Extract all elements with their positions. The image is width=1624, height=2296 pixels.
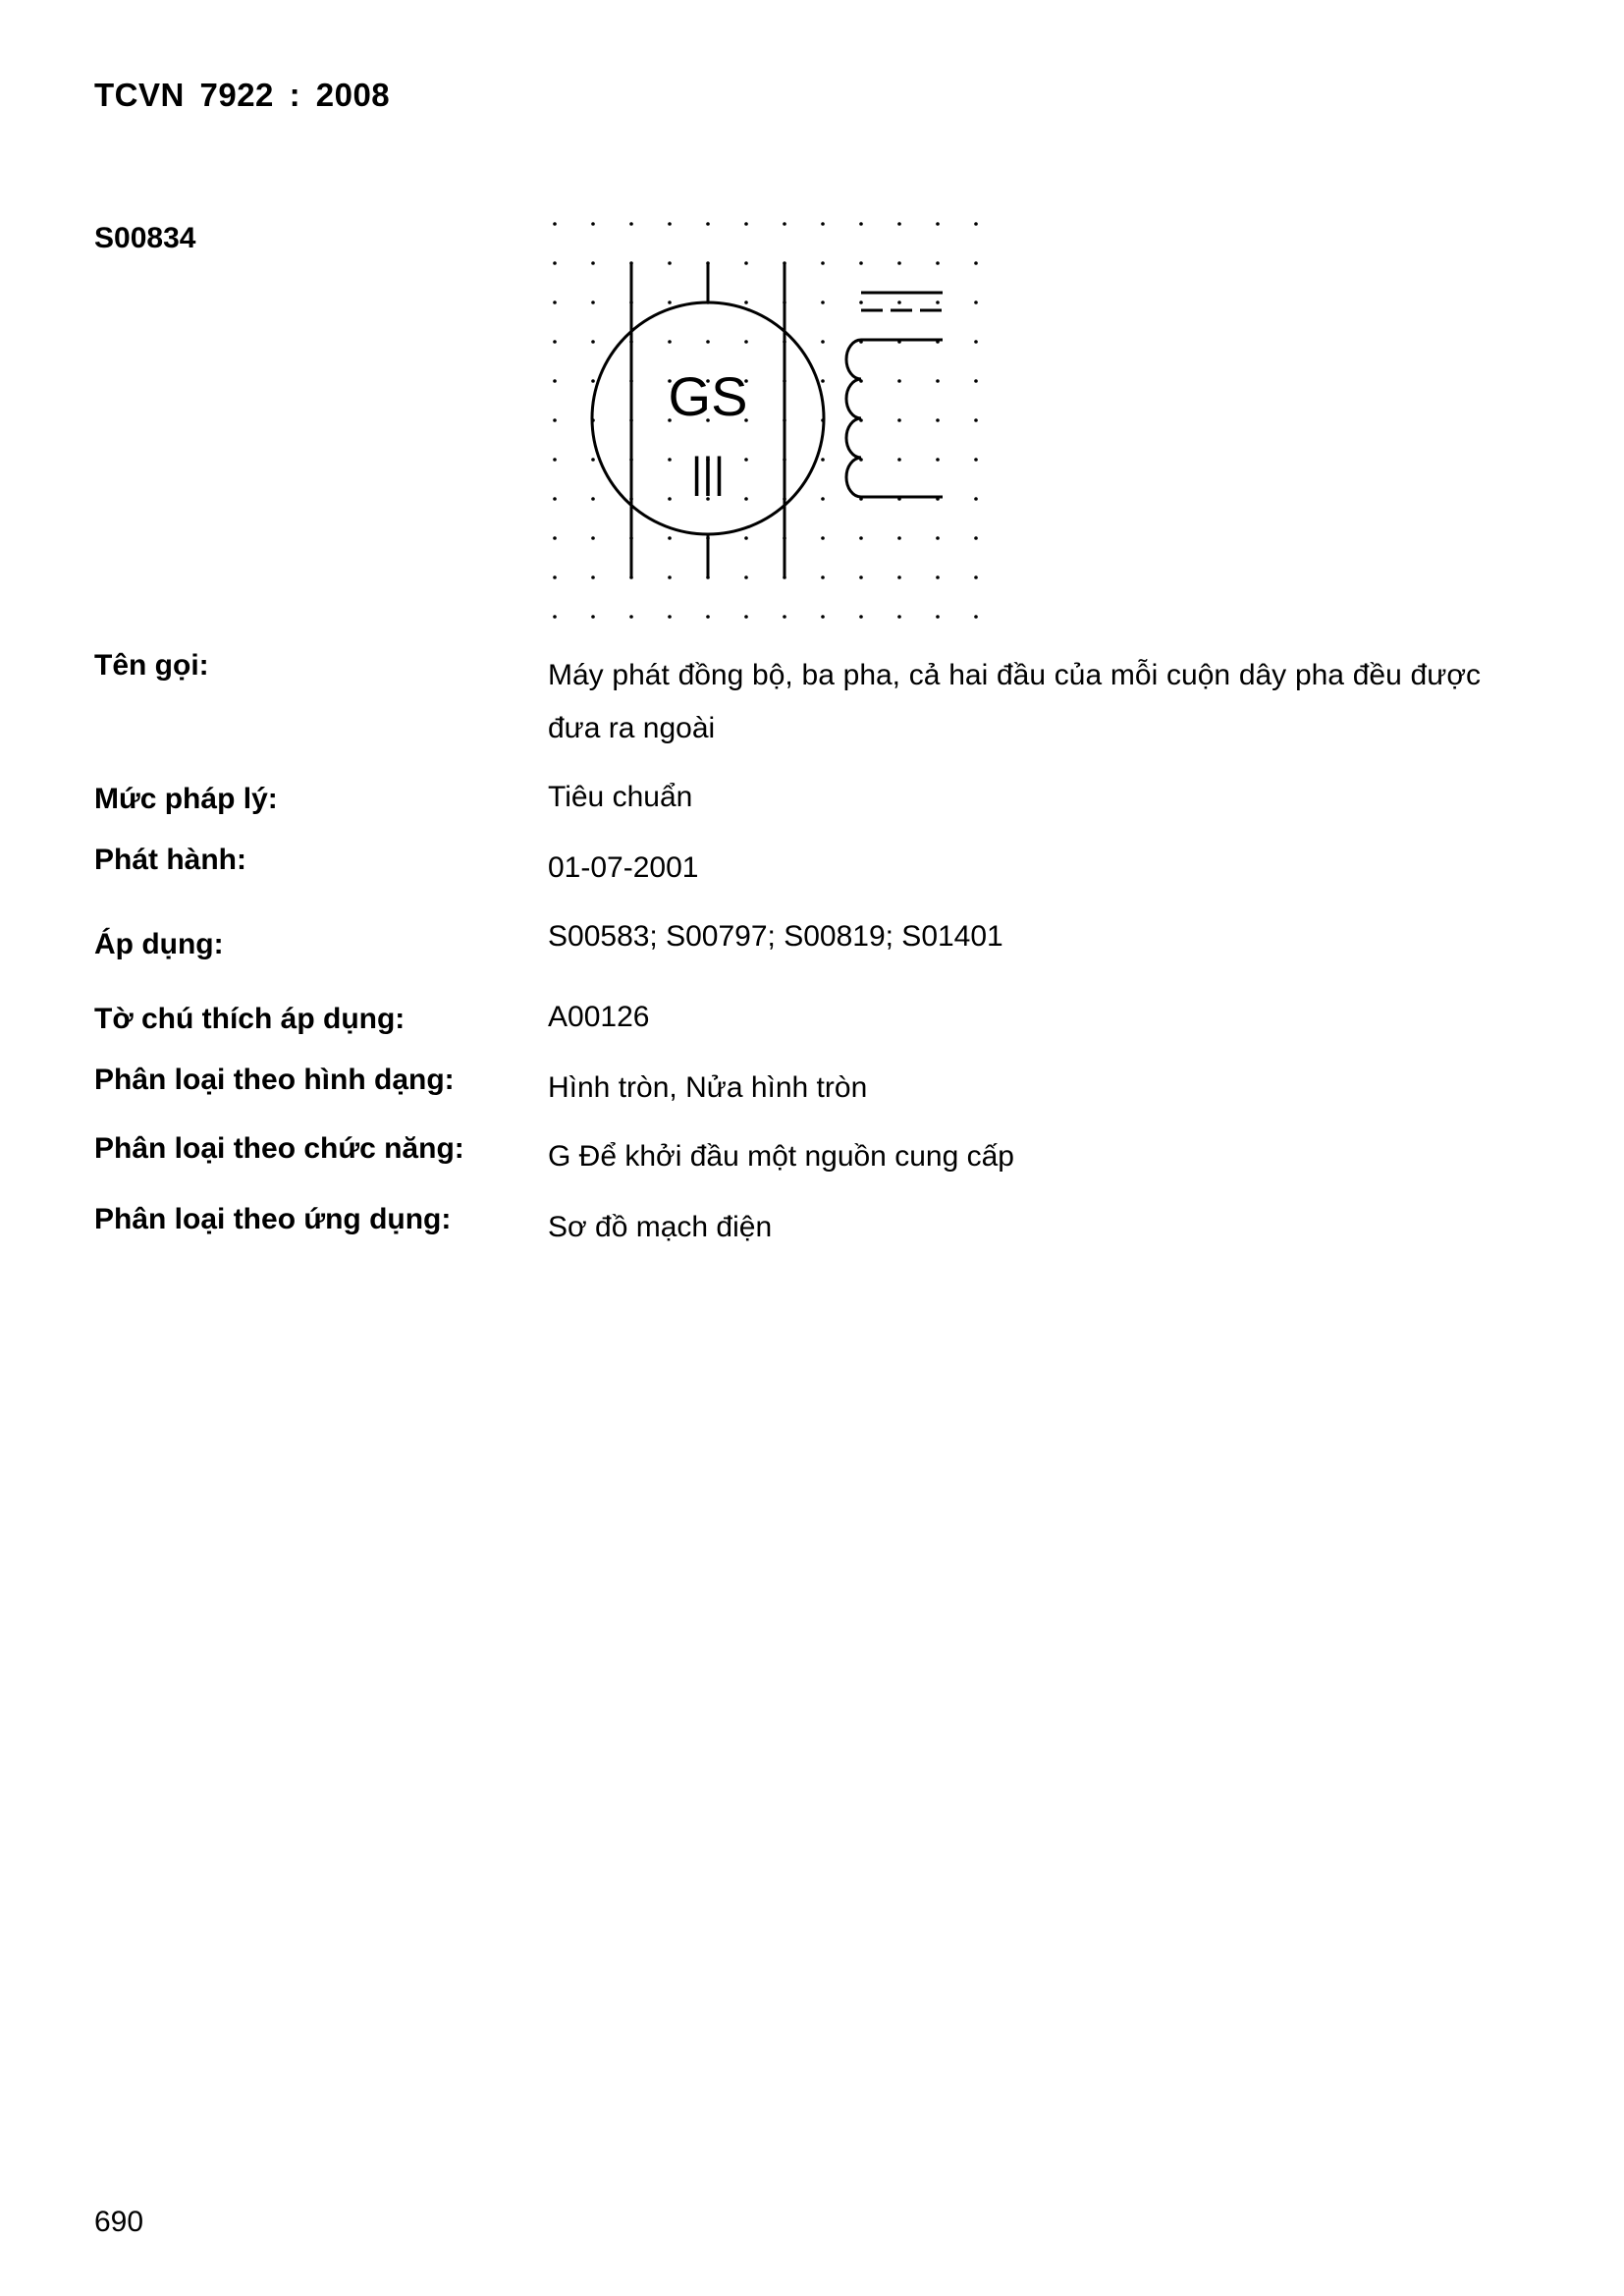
field-value-shape-class: Hình tròn, Nửa hình tròn — [548, 1071, 868, 1104]
field-label-function-class: Phân loại theo chức năng: — [94, 1132, 464, 1165]
field-label-name: Tên gọi: — [94, 649, 209, 682]
field-label-issued: Phát hành: — [94, 844, 246, 876]
generator-label: GS — [668, 365, 748, 427]
synchronous-generator-symbol — [545, 214, 997, 627]
symbol-code: S00834 — [94, 222, 196, 254]
excitation-winding — [846, 340, 943, 497]
standard-header: TCVN 7922 : 2008 — [94, 77, 391, 113]
field-value-note-sheet: A00126 — [548, 1001, 650, 1033]
page-number: 690 — [94, 2206, 144, 2238]
field-label-legal-level: Mức pháp lý: — [94, 783, 278, 815]
field-value-applies: S00583; S00797; S00819; S01401 — [548, 920, 1003, 953]
field-value-function-class: G Để khởi đầu một nguồn cung cấp — [548, 1140, 1014, 1173]
field-value-issued: 01-07-2001 — [548, 851, 699, 884]
field-value-application-class: Sơ đồ mạch điện — [548, 1211, 773, 1243]
field-label-shape-class: Phân loại theo hình dạng: — [94, 1064, 455, 1096]
field-label-applies: Áp dụng: — [94, 928, 224, 960]
field-value-legal-level: Tiêu chuẩn — [548, 781, 693, 813]
grid-dots — [553, 222, 978, 619]
field-value-name: Máy phát đồng bộ, ba pha, cả hai đầu của mỗi cuộn dây pha đều được đưa ra ngoài — [548, 659, 1481, 744]
field-label-application-class: Phân loại theo ứng dụng: — [94, 1203, 452, 1235]
three-phase-marks: ||| — [690, 449, 726, 497]
field-label-note-sheet: Tờ chú thích áp dụng: — [94, 1003, 406, 1035]
